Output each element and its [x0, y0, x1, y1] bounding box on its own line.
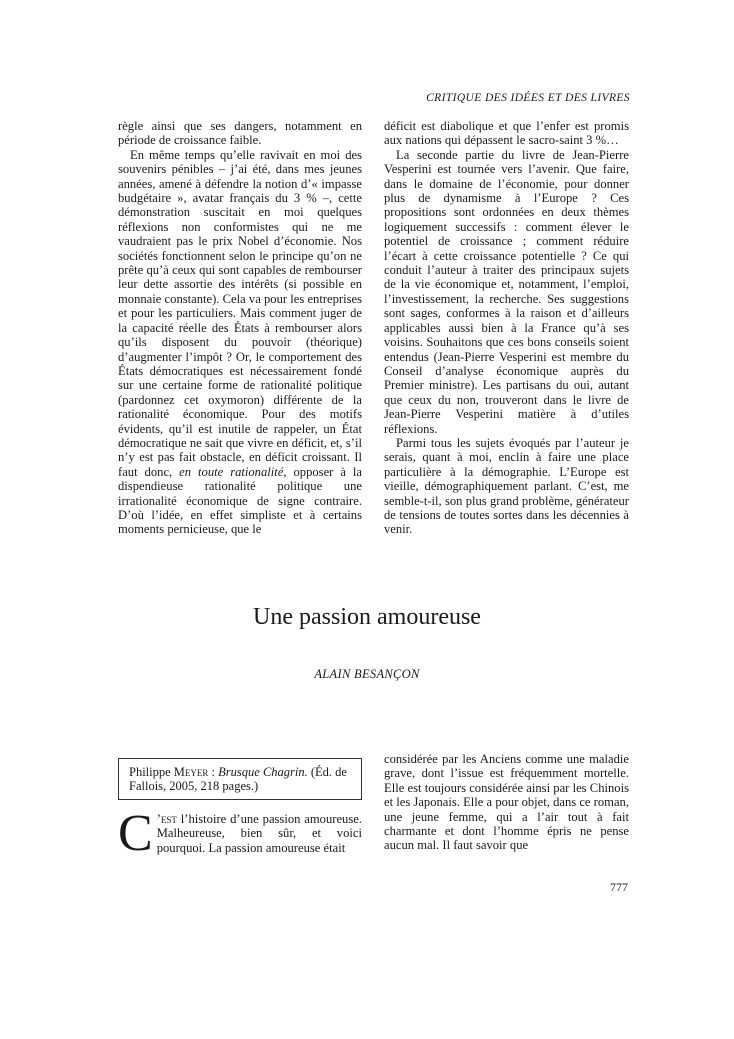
italic-phrase: en toute rationalité: [179, 464, 284, 479]
paragraph: En même temps qu’elle ravivait en moi des souvenirs pénibles – j’ai été, dans mes jeunes années, amené à défendre la notion d’« impasse budgétaire », avatar français du 3 % –, cette démonstration suscitait en moi quelques réflexions non conformistes qui ne me vaudraient pas le prix Nobel d’économie. Nos sociétés fonctionnent selon le principe qu’on ne prête qu’à ceux qui sont capables de rembourser leur dette assortie des intérêts (si possible en monnaie constante). Cela va pour les entreprises et pour les particuliers. Mais comment juger de la capacité réelle des États à rembourser alors qu’ils disposent du pouvoir (théorique) d’augmenter l’impôt ? Or, le comportement des États démocratiques est nécessairement fondé sur une certaine forme de rationalité politique (pardonnez cet oxymoron) différente de la rationalité économique. Pour des motifs évidents, qu’il est inutile de rappeler, un État démocratique ne sait que vivre en déficit, et, s’il n’y est pas fait obstacle, en déficit croissant. Il faut donc, en toute rationalité, opposer à la dispendieuse rationalité politique une irrationalité économique de signe contraire. D’où l’idée, en effet simpliste et à certains moments pernicieuse, que le: [118, 147, 362, 537]
right-column-top: [384, 119, 629, 537]
paragraph: La seconde partie du livre de Jean-Pierre Vesperini est tournée vers l’avenir. Que faire, dans le domaine de l’économie, pour donner plus de dynamisme à l’Europe ? Ces propositions sont ordonnées en deux thèmes logiquement successifs : comment élever le potentiel de croissance ; comment réduire l’écart à cette croissance potentielle ? Ce qui conduit l’auteur à traiter des principaux sujets de la vie économique et, notamment, l’emploi, l’investissement, la recherche. Ses suggestions sont sages, conformes à la raison et d’ailleurs applicables aussi bien à la France qu’à ses voisins. Souhaitons que ces bons conseils soient entendus (Jean-Pierre Vesperini est membre du Conseil d’analyse économique auprès du Premier ministre). Les partisans du oui, autant que ceux du non, trouveront dans le livre de Jean-Pierre Vesperini matière à d’utiles réflexions.: [384, 147, 629, 436]
paragraph: déficit est diabolique et que l’enfer est promis aux nations qui dépassent le sacro-saint 3 %…: [384, 119, 629, 148]
drop-cap: C: [118, 805, 153, 862]
page-number: 777: [610, 880, 628, 894]
paragraph: considérée par les Anciens comme une maladie grave, dont l’issue est fréquemment mortelle. Elle est toujours considérée ainsi par les Chinois et les Japonais. Elle a pour objet, dans ce roman, une jeune femme, qui a l’air tout à fait charmante et dont l’homme épris ne pense aucun mal. Il faut savoir que: [384, 752, 629, 853]
book-author-first: Philippe: [129, 765, 171, 779]
book-author-last: Meyer: [173, 765, 209, 779]
article-title: Une passion amoureuse: [253, 604, 481, 630]
left-column-bottom: [118, 805, 362, 862]
article-author: ALAIN BESANÇON: [314, 667, 420, 681]
paragraph: Parmi tous les sujets évoqués par l’auteur je serais, quant à moi, enclin à faire une place particulière à la démographie. L’Europe est vieille, démographiquement parlant. C’est, me semble-t-il, son plus grand problème, générateur de tensions de toutes sortes dans les décennies à venir.: [384, 435, 629, 537]
book-publisher: (Éd. de Fallois, 2005, 218 pages.): [129, 765, 347, 794]
book-reference-box: [118, 758, 362, 800]
running-head: CRITIQUE DES IDÉES ET DES LIVRES: [426, 92, 630, 104]
paragraph: C ’est l’histoire d’une passion amoureuse. Malheureuse, bien sûr, et voici pourquoi. La passion amoureuse était: [118, 805, 362, 862]
paragraph: règle ainsi que ses dangers, notamment en période de croissance faible.: [118, 119, 362, 148]
right-column-bottom: [384, 752, 629, 853]
left-column-top: [118, 119, 362, 537]
separator: :: [208, 765, 219, 779]
book-title: Brusque Chagrin.: [218, 765, 308, 779]
small-caps-lead: ’est: [156, 812, 177, 826]
